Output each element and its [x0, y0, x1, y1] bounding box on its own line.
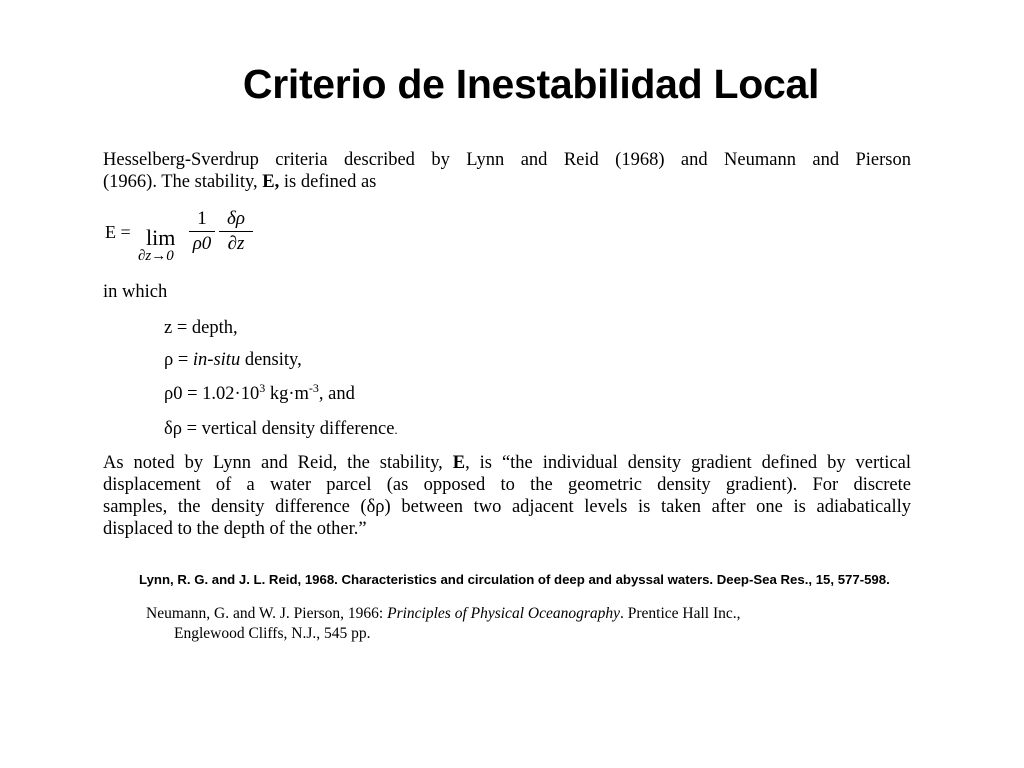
rho0-value: ρ0 = 1.02·10	[164, 384, 260, 404]
delta-text: δρ = vertical density difference	[164, 419, 395, 439]
stability-symbol: E,	[262, 172, 280, 192]
fraction-2-denominator: ∂z	[227, 233, 245, 254]
rho0-units: kg·m	[265, 384, 309, 404]
reference-2-line-2: Englewood Cliffs, N.J., 545 pp.	[174, 625, 371, 642]
reference-2-line-1	[146, 604, 741, 624]
definition-depth: z = depth,	[164, 318, 238, 338]
fraction-1-numerator: 1	[197, 208, 207, 229]
definition-density	[164, 349, 302, 371]
quote-line-3: samples, the density difference (δρ) between two adjacent levels is taken after one is adiabatically	[103, 497, 911, 517]
intro-text: (1966). The stability,	[103, 172, 263, 192]
reference-2-publisher: . Prentice Hall Inc.,	[620, 605, 741, 622]
intro-line-1: Hesselberg-Sverdrup criteria described by Lynn and Reid (1968) and Neumann and Pierson	[103, 150, 911, 170]
stability-equation	[105, 205, 305, 267]
stability-symbol-2: E	[452, 453, 466, 473]
fraction-inverse-density	[189, 207, 215, 256]
reference-lynn-reid: Lynn, R. G. and J. L. Reid, 1968. Characteristics and circulation of deep and abyssal waters. Deep-Sea Res., 15, 577-598.	[139, 572, 890, 587]
quote-text: As noted by Lynn and Reid, the stability,	[103, 453, 453, 473]
definition-density-difference	[164, 418, 398, 441]
intro-line-2	[103, 171, 911, 193]
rho0-end: , and	[318, 384, 355, 404]
quote-line-2: displacement of a water parcel (as opposed to the geometric density gradient). For discrete	[103, 475, 911, 495]
in-which-label: in which	[103, 282, 168, 302]
fraction-density-gradient	[219, 207, 253, 256]
fraction-1-denominator: ρ0	[192, 233, 212, 254]
equation-limit: lim	[146, 225, 176, 250]
quote-paragraph	[103, 452, 911, 540]
slide-title: Criterio de Inestabilidad Local	[242, 61, 820, 107]
delta-period: .	[394, 422, 398, 437]
intro-text-end: is defined as	[279, 172, 377, 192]
intro-paragraph	[103, 149, 911, 193]
definition-density-rest: density,	[240, 350, 302, 370]
definition-density-italic: in-situ	[192, 350, 241, 370]
reference-2-book-title: Principles of Physical Oceanography	[387, 605, 620, 622]
equation-lhs: E =	[105, 222, 131, 242]
fraction-2-numerator: δρ	[227, 208, 245, 229]
rho0-exponent: 3	[259, 380, 266, 395]
reference-neumann-pierson	[146, 604, 741, 644]
equation-limit-subscript: ∂z→0	[138, 248, 174, 264]
quote-line-1	[103, 452, 911, 474]
definition-density-symbol: ρ =	[164, 350, 193, 370]
rho0-units-exponent: -3	[308, 380, 319, 395]
reference-2-authors: Neumann, G. and W. J. Pierson, 1966:	[146, 605, 388, 622]
definition-reference-density	[164, 380, 355, 405]
quote-line-4: displaced to the depth of the other.”	[103, 519, 367, 539]
quote-text-cont: , is “the individual density gradient defined by vertical	[465, 453, 911, 473]
